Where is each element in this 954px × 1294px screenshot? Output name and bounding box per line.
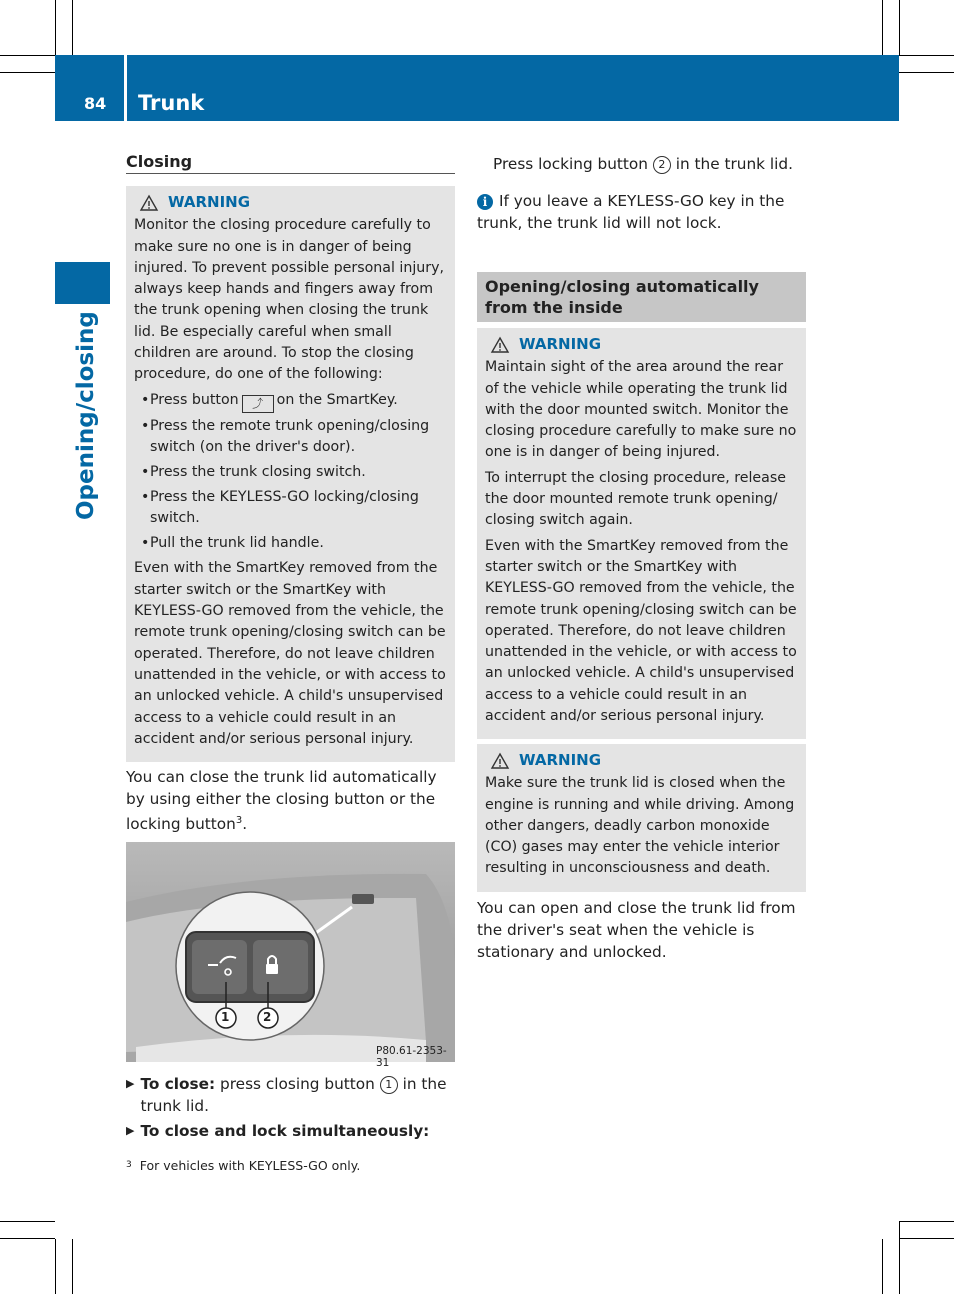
side-tab-marker [55,262,110,304]
warning-body [477,744,806,892]
warning-box-closing [126,186,455,762]
callout-1: 1 [221,1010,230,1024]
warning-header [491,334,798,355]
warning-triangle-icon [491,337,509,353]
step-arrow-icon: ▶ [126,1124,135,1137]
info-icon: i [477,194,493,210]
crop-mark [882,1239,883,1294]
list-item: • Press the remote trunk opening/closing switch (on the driver's door). [150,416,447,459]
page-number: 84 [84,94,107,113]
warning-title: WARNING [519,335,602,353]
footnote-ref: 3 [235,815,243,826]
footnote-number: 3 [126,1160,132,1170]
photo-reference: P80.61-2353-31 [376,1045,447,1069]
warning-paragraph: To interrupt the closing procedure, release the door mounted remote trunk opening/ closing switch again. [485,469,786,529]
warning-intro: Monitor the closing procedure carefully to make sure no one is in danger of being injured. To prevent possible personal injury, always keep hands and fingers away from the trunk opening when closing the trunk lid. Be especially careful when small children are around. To stop the closing procedure, do one of the following: [134,217,445,383]
warning-title: WARNING [168,193,251,211]
callout-ref-1: 1 [380,1076,398,1094]
crop-mark [899,1221,900,1294]
trunk-key-icon: ⤴ [242,395,274,413]
warning-paragraph: Even with the SmartKey removed from the starter switch or the SmartKey with KEYLESS-GO removed from the vehicle, the remote trunk opening/closing switch can be operated. Therefore, do not leave children unattended in the vehicle, or with access to an unlocked vehicle. A child's unsupervised access to a vehicle could result in an accident and/or serious personal injury. [485,537,797,725]
list-item: • Press the trunk closing switch. [150,462,447,483]
close-paragraph: You can close the trunk lid automatically by using either the closing button or the locking button$^3$. [126,768,437,834]
crop-mark [899,1221,954,1222]
crop-mark [899,0,900,55]
header-divider [124,55,127,121]
warning-bullet-list [134,390,447,555]
crop-mark [899,55,954,56]
warning-body [126,186,455,762]
crop-mark [0,55,55,56]
warning-outro: Even with the SmartKey removed from the starter switch or the SmartKey with KEYLESS-GO removed from the vehicle, the remote trunk opening/closing switch can be operated. Therefore, do not leave children unattended in the vehicle, or with access to an unlocked vehicle. A child's unsupervised access to a vehicle could result in an accident and/or serious personal injury. [134,560,446,747]
warning-box-co [477,744,806,892]
crop-mark [55,1239,56,1294]
crop-mark [72,1239,73,1294]
section-title: Trunk [138,91,205,115]
chapter-side-label: Opening/closing [73,311,99,520]
step-lock-continuation: Press locking button 2 in the trunk lid. [493,155,793,173]
footnote [126,1158,360,1173]
crop-mark [55,0,56,55]
warning-header [140,192,447,213]
crop-mark [899,1238,954,1239]
crop-mark [899,72,954,73]
closing-heading: Closing [126,152,455,174]
warning-box-auto [477,328,806,739]
warning-body [477,328,806,739]
warning-title: WARNING [519,751,602,769]
step-arrow-icon: ▶ [126,1077,135,1090]
trunk-button-photo [126,842,455,1069]
step-close: ▶ To close: press closing button 1 in the trunk lid. [126,1075,447,1115]
warning-paragraph: Make sure the trunk lid is closed when the engine is running and while driving. Among other dangers, deadly carbon monoxide (CO) gases may enter the vehicle interior resulting in unconsciousness and death. [485,775,795,877]
warning-triangle-icon [491,753,509,769]
step-list [126,1073,458,1145]
callout-2: 2 [263,1010,272,1024]
final-paragraph: You can open and close the trunk lid from the driver's seat when the vehicle is stationary and unlocked. [477,899,796,961]
list-item: • Press the KEYLESS-GO locking/closing switch. [150,487,447,530]
footnote-text: For vehicles with KEYLESS-GO only. [139,1158,361,1173]
warning-header [491,750,798,771]
auto-heading: Opening/closing automatically from the inside [477,272,806,322]
crop-mark [0,1238,55,1239]
crop-mark [0,1221,55,1222]
auto-heading-box [477,272,806,322]
list-item: • Pull the trunk lid handle. [150,533,447,554]
callout-ref-2: 2 [653,156,671,174]
warning-triangle-icon [140,195,158,211]
step-close-lock: ▶ To close and lock simultaneously: [126,1122,430,1140]
crop-mark [0,72,55,73]
trunk-illustration [126,842,455,1062]
crop-mark [72,0,73,55]
list-item: • Press button ⤴ on the SmartKey. [150,390,447,413]
crop-mark [882,0,883,55]
warning-paragraph: Maintain sight of the area around the rear of the vehicle while operating the trunk lid with the door mounted switch. Monitor the closing procedure carefully to make sure no one is in danger of being injured. [485,359,797,461]
info-note: i If you leave a KEYLESS-GO key in the trunk, the trunk lid will not lock. [477,192,785,232]
